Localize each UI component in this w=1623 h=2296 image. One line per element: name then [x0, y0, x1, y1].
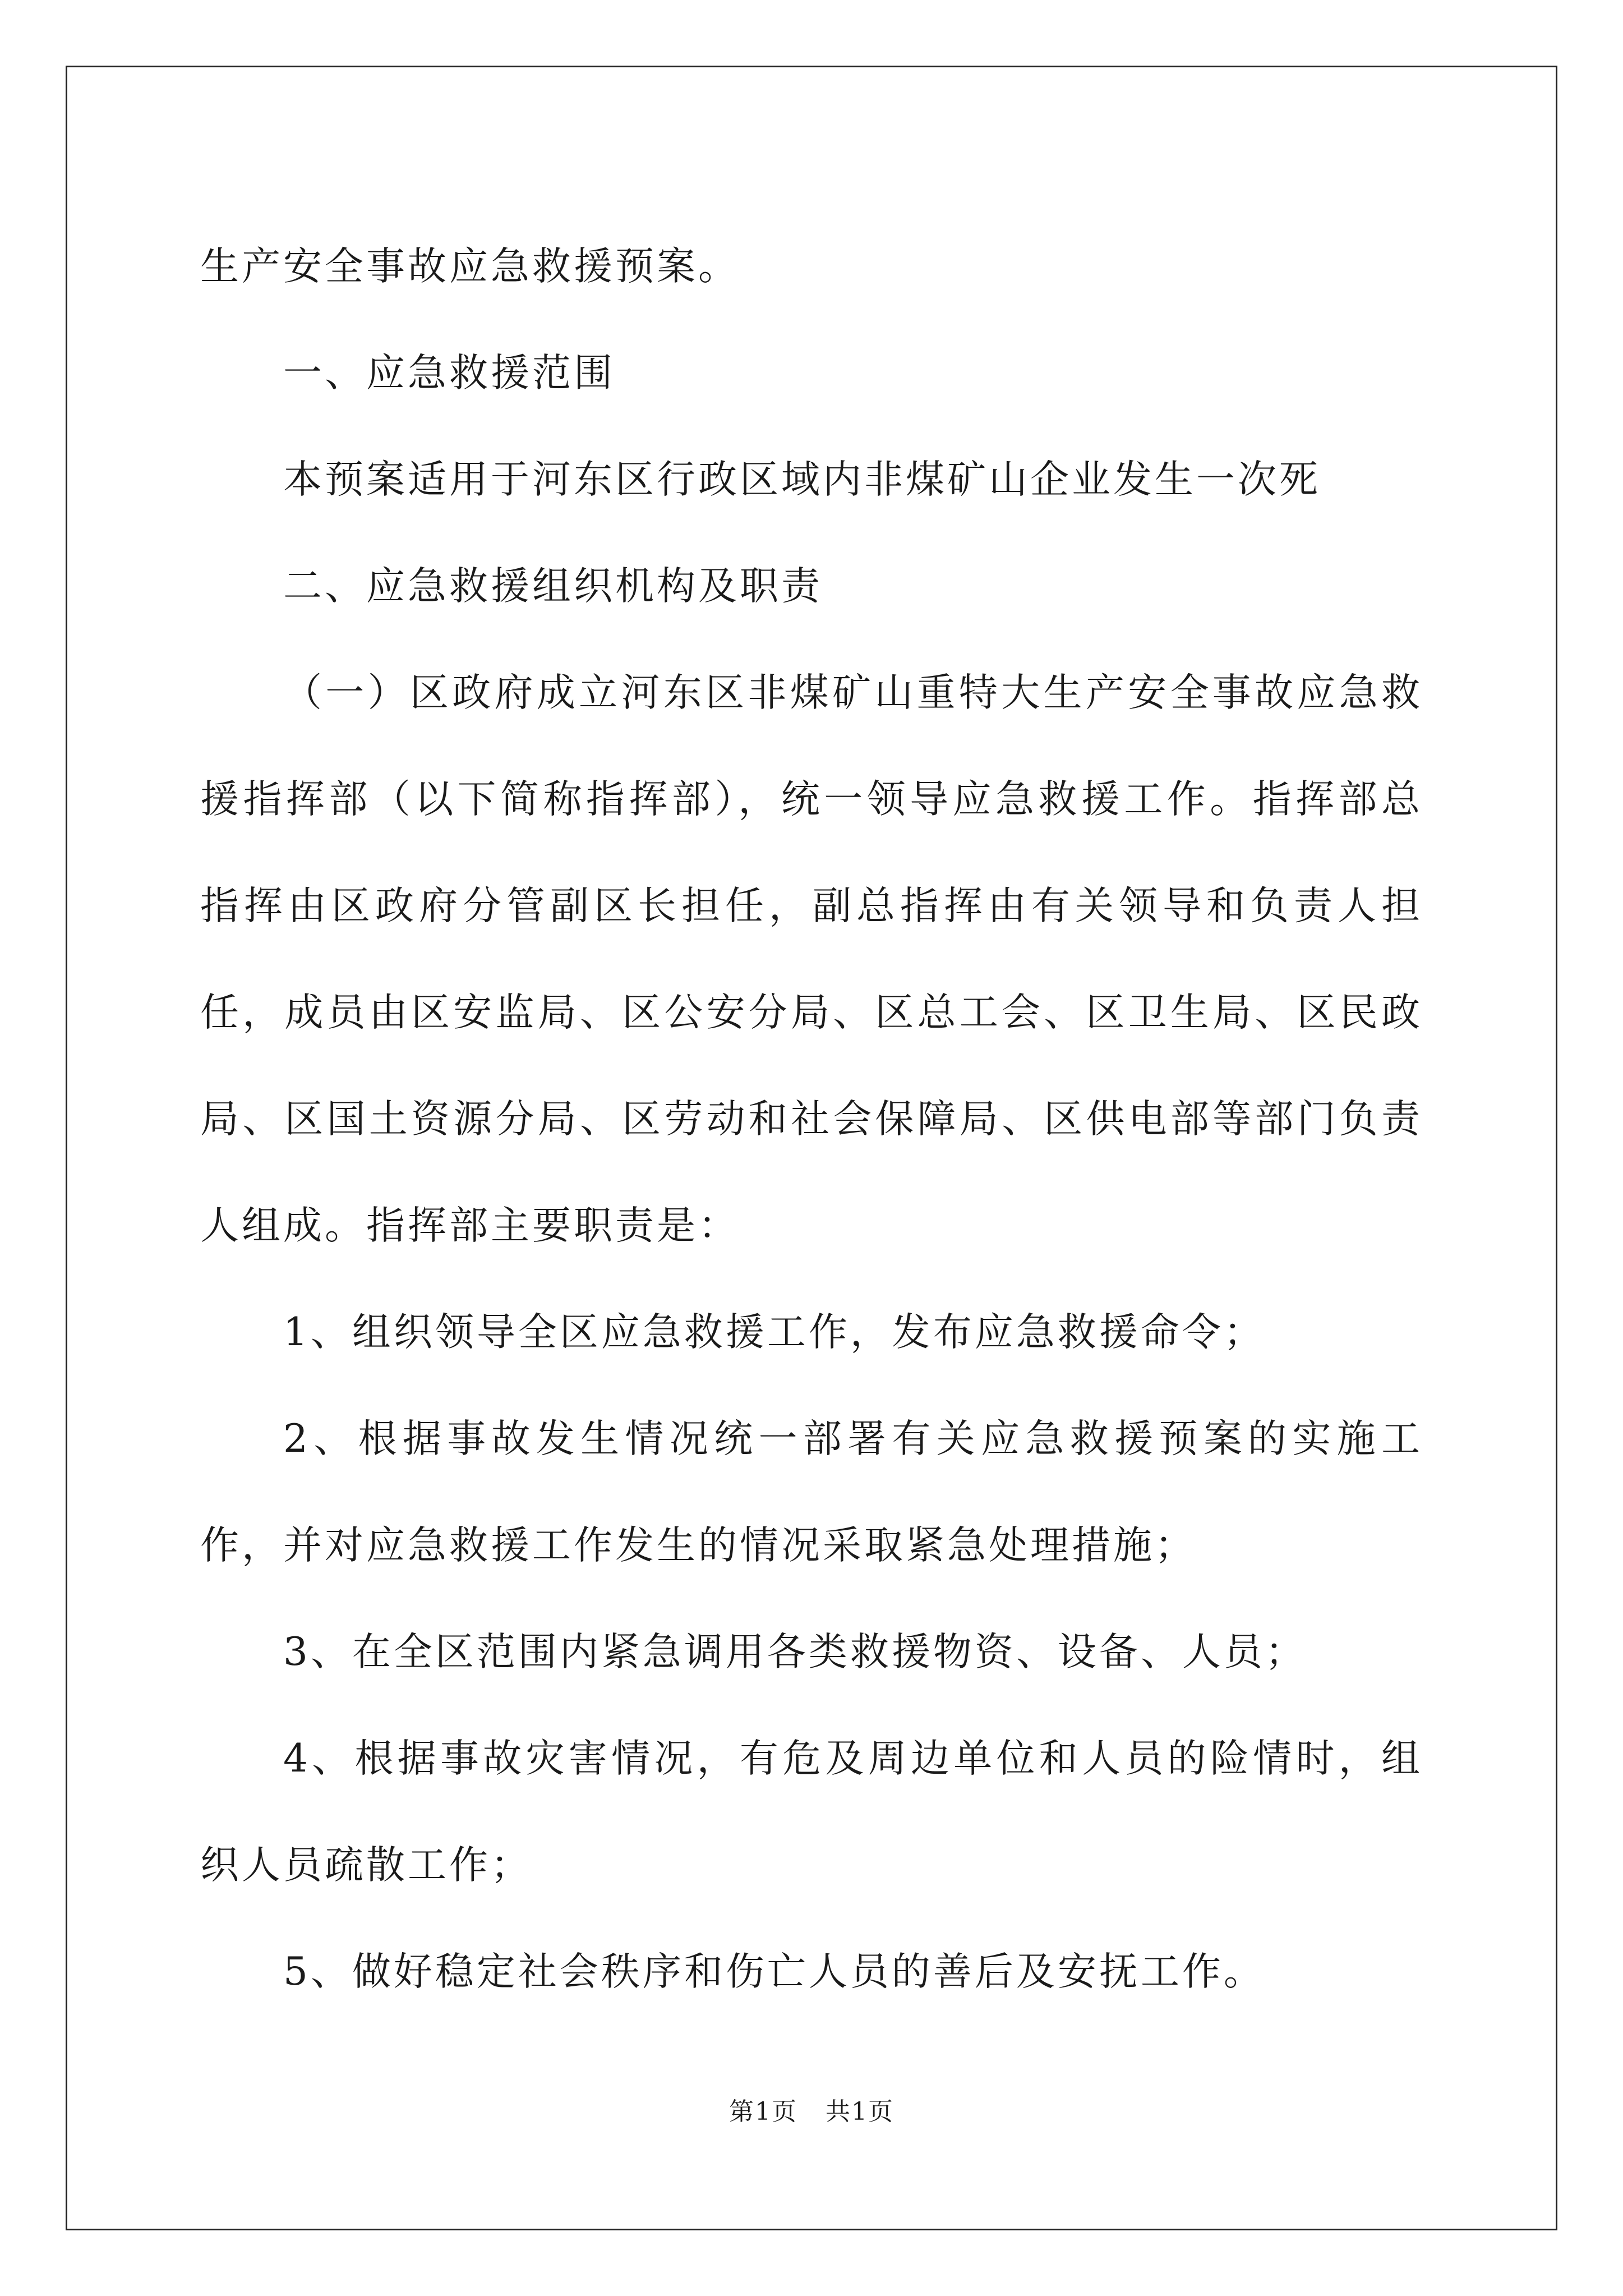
section-heading-scope: 一、应急救援范围	[283, 351, 615, 395]
page-number: 第1页	[729, 2097, 797, 2126]
paragraph-command-structure: （一）区政府成立河东区非煤矿山重特大生产安全事故应急救援指挥部（以下简称指挥部），统一领导应急救援工作。指挥部总指挥由区政府分管副区长担任，副总指挥由有关领导和负责人担任，成员由区安监局、区公安分局、区总工会、区卫生局、区民政局、区国土资源分局、区劳动和社会保障局、区供电部等部门负责人组成。指挥部主要职责是：	[200, 670, 1423, 1248]
page-footer	[0, 2095, 1623, 2129]
section-heading-organization: 二、应急救援组织机构及职责	[283, 564, 823, 609]
page-total: 共1页	[826, 2097, 894, 2126]
duty-item-2: 2、根据事故发生情况统一部署有关应急救援预案的实施工作，并对应急救援工作发生的情况采取紧急处理措施；	[200, 1416, 1423, 1568]
duty-item-1: 1、组织领导全区应急救援工作，发布应急救援命令；	[283, 1310, 1265, 1355]
paragraph-scope: 本预案适用于河东区行政区域内非煤矿山企业发生一次死	[283, 457, 1321, 502]
duty-item-5: 5、做好稳定社会秩序和伤亡人员的善后及安抚工作。	[283, 1949, 1265, 1994]
duty-item-4: 4、根据事故灾害情况，有危及周边单位和人员的险情时，组织人员疏散工作；	[200, 1736, 1423, 1888]
duty-item-3: 3、在全区范围内紧急调用各类救援物资、设备、人员；	[283, 1630, 1307, 1674]
paragraph-continuation: 生产安全事故应急救援预案。	[200, 244, 740, 289]
document-body	[200, 213, 1423, 2025]
